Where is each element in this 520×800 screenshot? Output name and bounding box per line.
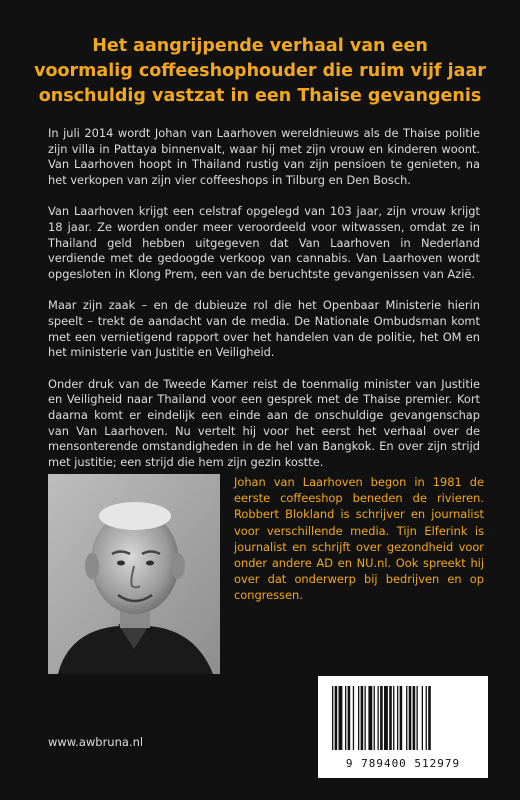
headline-line-1: Het aangrijpende verhaal van een bbox=[92, 36, 428, 56]
isbn-barcode bbox=[318, 676, 488, 778]
blurb-paragraph-2: Van Laarhoven krijgt een celstraf opgelegd van 103 jaar, zijn vrouw krijgt 18 jaar. Ze worden onder meer veroordeeld voor witwassen, omdat ze in Thailand geld hebben uitgegeven dat Van Laarhoven in Nederland verdiende met de gedoogde verkoop van cannabis. Van Laarhoven wordt opgesloten in Klong Prem, een van de beruchtste gevangenissen van Azië. bbox=[48, 204, 480, 281]
publisher-website: www.awbruna.nl bbox=[48, 735, 144, 749]
back-cover-headline bbox=[20, 34, 500, 109]
blurb-paragraph-3: Maar zijn zaak – en de dubieuze rol die het Openbaar Ministerie hierin speelt – trekt de aandacht van de media. De Nationale Ombudsman komt met een vernietigend rapport over het handelen van de politie, het OM en het ministerie van Justitie en Veiligheid. bbox=[48, 298, 480, 360]
author-photo bbox=[48, 474, 220, 674]
blurb bbox=[48, 126, 480, 486]
headline-line-3: onschuldig vastzat in een Thaise gevangenis bbox=[38, 86, 482, 106]
blurb-paragraph-4: Onder druk van de Tweede Kamer reist de toenmalig minister van Justitie en Veiligheid naar Thailand voor een gesprek met de Thaise premier. Kort daarna komt er eindelijk een einde aan de onschuldige gevangenschap van Van Laarhoven. Nu vertelt hij voor het eerst het verhaal over de mensonterende omstandigheden in de hel van Bangkok. En over zijn strijd met justitie; een strijd die hem zijn gezin kostte. bbox=[48, 376, 480, 469]
barcode-bars bbox=[318, 676, 488, 758]
author-bio: Johan van Laarhoven begon in 1981 de eerste coffeeshop beneden de rivieren. Robbert Blokland is schrijver en journalist voor verschillende media. Tijn Elferink is journalist en schrijft over gezondheid voor onder andere AD en NU.nl. Ook spreekt hij over dat onderwerp bij bedrijven en op congressen. bbox=[234, 475, 484, 603]
isbn-number: 9 789400 512979 bbox=[345, 757, 461, 770]
blurb-paragraph-1: In juli 2014 wordt Johan van Laarhoven wereldnieuws als de Thaise politie zijn villa in Pattaya binnenvalt, waar hij met zijn vrouw en kinderen woont. Van Laarhoven hoopt in Thailand rustig van zijn pensioen te genieten, na het verkopen van zijn vier coffeeshops in Tilburg en Den Bosch. bbox=[48, 126, 480, 187]
headline-line-2: voormalig coffeeshophouder die ruim vijf jaar bbox=[34, 61, 486, 81]
